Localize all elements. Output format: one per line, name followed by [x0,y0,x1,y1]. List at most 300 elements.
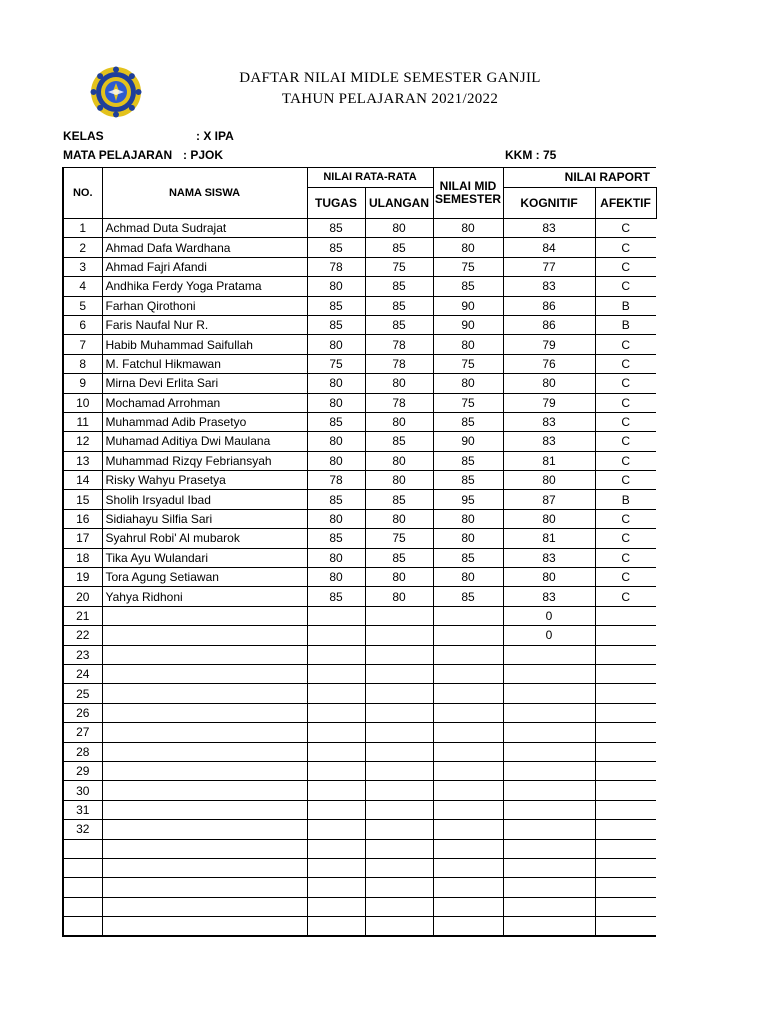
cell-mid [433,897,503,916]
cell-mid [433,781,503,800]
cell-afektif: B [595,315,656,334]
cell-afektif [595,781,656,800]
cell-kognitif: 86 [503,315,595,334]
cell-ulangan: 80 [365,509,433,528]
cell-kognitif [503,917,595,937]
cell-kognitif: 76 [503,354,595,373]
cell-nama [102,761,307,780]
table-row [63,897,656,916]
cell-afektif [595,897,656,916]
cell-tugas [307,684,365,703]
cell-no: 30 [63,781,102,800]
cell-no: 29 [63,761,102,780]
cell-tugas [307,820,365,839]
cell-ulangan: 80 [365,374,433,393]
cell-afektif: C [595,529,656,548]
grades-table [62,167,657,937]
cell-ulangan [365,664,433,683]
cell-no: 6 [63,315,102,334]
cell-ulangan: 78 [365,335,433,354]
cell-kognitif [503,839,595,858]
cell-no: 20 [63,587,102,606]
cell-tugas: 80 [307,277,365,296]
cell-afektif: B [595,296,656,315]
school-emblem-icon [90,66,142,118]
cell-kognitif: 80 [503,471,595,490]
cell-nama: Sidiahayu Silfia Sari [102,509,307,528]
cell-tugas: 80 [307,509,365,528]
cell-mid: 90 [433,296,503,315]
cell-afektif: B [595,490,656,509]
cell-mid [433,917,503,937]
cell-nama: Muhammad Rizqy Febriansyah [102,451,307,470]
cell-afektif [595,664,656,683]
kelas-value: : X IPA [196,129,234,143]
cell-nama: Andhika Ferdy Yoga Pratama [102,277,307,296]
cell-afektif: C [595,412,656,431]
cell-tugas: 80 [307,335,365,354]
cell-mid: 80 [433,374,503,393]
table-row [63,664,656,683]
cell-kognitif [503,820,595,839]
cell-afektif: C [595,374,656,393]
cell-tugas: 80 [307,374,365,393]
cell-afektif: C [595,393,656,412]
cell-no: 14 [63,471,102,490]
table-row [63,432,656,451]
cell-kognitif: 80 [503,568,595,587]
cell-no: 31 [63,800,102,819]
cell-tugas [307,626,365,645]
cell-mid: 85 [433,548,503,567]
cell-nama: Habib Muhammad Saifullah [102,335,307,354]
cell-kognitif: 84 [503,238,595,257]
cell-tugas: 80 [307,568,365,587]
header-nilai-rata-rata: NILAI RATA-RATA [307,168,433,188]
cell-nama: Sholih Irsyadul Ibad [102,490,307,509]
header-no: NO. [63,168,102,219]
cell-afektif [595,878,656,897]
cell-nama [102,664,307,683]
cell-kognitif: 83 [503,432,595,451]
cell-kognitif [503,897,595,916]
cell-ulangan [365,839,433,858]
cell-afektif [595,820,656,839]
cell-no: 21 [63,606,102,625]
cell-tugas: 78 [307,257,365,276]
cell-tugas: 85 [307,219,365,238]
cell-kognitif: 87 [503,490,595,509]
cell-no: 10 [63,393,102,412]
cell-kognitif [503,742,595,761]
cell-ulangan: 85 [365,490,433,509]
table-row [63,315,656,334]
cell-nama: Syahrul Robi' Al mubarok [102,529,307,548]
cell-no: 7 [63,335,102,354]
table-row [63,393,656,412]
cell-mid: 75 [433,354,503,373]
cell-afektif: C [595,277,656,296]
cell-kognitif: 81 [503,451,595,470]
cell-mid: 80 [433,335,503,354]
cell-afektif: C [595,354,656,373]
cell-kognitif [503,761,595,780]
cell-tugas: 85 [307,238,365,257]
header-mid-line2: SEMESTER [434,192,501,206]
table-row [63,858,656,877]
cell-tugas: 78 [307,471,365,490]
cell-afektif: C [595,471,656,490]
table-row [63,800,656,819]
cell-nama [102,897,307,916]
table-row [63,820,656,839]
cell-no: 22 [63,626,102,645]
cell-nama [102,800,307,819]
cell-mid: 85 [433,587,503,606]
header-mid-line1: NILAI MID [439,179,497,193]
cell-afektif [595,723,656,742]
cell-nama: Mochamad Arrohman [102,393,307,412]
cell-ulangan: 80 [365,412,433,431]
cell-no: 2 [63,238,102,257]
cell-afektif [595,800,656,819]
cell-nama [102,839,307,858]
cell-ulangan [365,626,433,645]
table-row [63,878,656,897]
cell-kognitif: 83 [503,548,595,567]
table-row [63,781,656,800]
cell-tugas [307,664,365,683]
cell-tugas: 85 [307,490,365,509]
cell-ulangan: 85 [365,548,433,567]
cell-kognitif: 79 [503,393,595,412]
table-row [63,742,656,761]
cell-ulangan [365,781,433,800]
cell-tugas: 85 [307,412,365,431]
cell-mid: 80 [433,568,503,587]
table-row [63,529,656,548]
cell-kognitif [503,684,595,703]
table-row [63,412,656,431]
cell-nama: Muhamad Aditiya Dwi Maulana [102,432,307,451]
cell-kognitif: 80 [503,509,595,528]
cell-kognitif: 0 [503,626,595,645]
cell-no: 4 [63,277,102,296]
cell-ulangan [365,684,433,703]
cell-ulangan: 80 [365,587,433,606]
cell-kognitif: 77 [503,257,595,276]
cell-no: 13 [63,451,102,470]
cell-tugas [307,800,365,819]
cell-ulangan: 80 [365,568,433,587]
table-row [63,374,656,393]
header-ulangan: ULANGAN [365,188,433,219]
cell-tugas [307,839,365,858]
cell-no: 18 [63,548,102,567]
cell-mid: 80 [433,529,503,548]
table-row [63,296,656,315]
cell-afektif [595,645,656,664]
cell-ulangan: 78 [365,393,433,412]
cell-tugas [307,878,365,897]
cell-ulangan: 75 [365,529,433,548]
cell-tugas: 80 [307,432,365,451]
cell-afektif: C [595,451,656,470]
table-row [63,568,656,587]
grades-table-body [63,219,656,937]
cell-no: 9 [63,374,102,393]
header-kognitif: KOGNITIF [503,188,595,219]
cell-tugas [307,645,365,664]
cell-nama [102,626,307,645]
cell-nama [102,742,307,761]
cell-tugas: 85 [307,296,365,315]
page-title-line2: TAHUN PELAJARAN 2021/2022 [281,91,499,107]
cell-nama [102,703,307,722]
cell-kognitif [503,645,595,664]
table-row [63,645,656,664]
cell-afektif [595,606,656,625]
cell-afektif: C [595,548,656,567]
cell-ulangan: 85 [365,315,433,334]
header-tugas: TUGAS [307,188,365,219]
cell-nama [102,781,307,800]
cell-ulangan [365,878,433,897]
table-row [63,335,656,354]
table-row [63,257,656,276]
cell-no [63,839,102,858]
cell-mid: 90 [433,315,503,334]
table-row [63,509,656,528]
cell-afektif [595,703,656,722]
cell-afektif [595,761,656,780]
cell-nama: Faris Naufal Nur R. [102,315,307,334]
table-row [63,703,656,722]
cell-tugas: 85 [307,529,365,548]
cell-ulangan [365,703,433,722]
cell-nama [102,858,307,877]
cell-nama: Tora Agung Setiawan [102,568,307,587]
cell-mid: 95 [433,490,503,509]
cell-mid [433,800,503,819]
table-row [63,219,656,238]
cell-mid [433,858,503,877]
cell-mid: 75 [433,393,503,412]
cell-tugas [307,723,365,742]
cell-afektif: C [595,509,656,528]
cell-tugas [307,858,365,877]
table-row [63,490,656,509]
cell-tugas: 75 [307,354,365,373]
cell-mid [433,645,503,664]
cell-tugas: 80 [307,451,365,470]
cell-no: 15 [63,490,102,509]
cell-kognitif [503,664,595,683]
cell-afektif: C [595,238,656,257]
cell-no: 12 [63,432,102,451]
kkm-label: KKM : 75 [505,148,557,162]
cell-afektif [595,917,656,937]
cell-ulangan: 75 [365,257,433,276]
cell-mid [433,820,503,839]
table-row [63,917,656,937]
cell-kognitif [503,858,595,877]
cell-nama: Muhammad Adib Prasetyo [102,412,307,431]
cell-mid [433,839,503,858]
cell-no: 3 [63,257,102,276]
cell-ulangan: 80 [365,451,433,470]
page-title-line1: DAFTAR NILAI MIDLE SEMESTER GANJIL [239,70,541,86]
cell-afektif: C [595,587,656,606]
cell-nama [102,820,307,839]
cell-ulangan: 85 [365,238,433,257]
cell-no: 8 [63,354,102,373]
cell-no: 25 [63,684,102,703]
cell-no [63,917,102,937]
cell-no: 16 [63,509,102,528]
cell-afektif: C [595,568,656,587]
table-row [63,471,656,490]
cell-no [63,897,102,916]
cell-ulangan [365,917,433,937]
cell-nama: Yahya Ridhoni [102,587,307,606]
cell-ulangan: 78 [365,354,433,373]
table-row [63,548,656,567]
cell-mid [433,761,503,780]
mapel-value: : PJOK [183,148,224,162]
cell-nama: Achmad Duta Sudrajat [102,219,307,238]
table-row [63,354,656,373]
cell-afektif: C [595,432,656,451]
cell-kognitif: 0 [503,606,595,625]
cell-tugas [307,703,365,722]
cell-kognitif: 83 [503,277,595,296]
cell-no: 27 [63,723,102,742]
cell-tugas [307,761,365,780]
cell-ulangan [365,858,433,877]
cell-nama: Tika Ayu Wulandari [102,548,307,567]
cell-no: 23 [63,645,102,664]
cell-nama: Ahmad Dafa Wardhana [102,238,307,257]
table-row [63,277,656,296]
cell-tugas [307,917,365,937]
cell-kognitif [503,800,595,819]
cell-mid: 85 [433,412,503,431]
cell-nama: Ahmad Fajri Afandi [102,257,307,276]
table-row [63,723,656,742]
kelas-label: KELAS [63,129,104,143]
cell-no: 28 [63,742,102,761]
cell-mid: 85 [433,277,503,296]
cell-no: 19 [63,568,102,587]
mapel-label: MATA PELAJARAN [63,148,173,162]
cell-tugas: 85 [307,315,365,334]
cell-nama [102,684,307,703]
header-nilai-mid [433,168,503,219]
cell-ulangan: 85 [365,432,433,451]
cell-kognitif [503,703,595,722]
table-row [63,626,656,645]
cell-no: 11 [63,412,102,431]
header-nama: NAMA SISWA [102,168,307,219]
cell-mid: 90 [433,432,503,451]
cell-mid: 80 [433,509,503,528]
cell-kognitif: 80 [503,374,595,393]
cell-nama [102,917,307,937]
cell-ulangan [365,820,433,839]
cell-afektif [595,626,656,645]
cell-nama: M. Fatchul Hikmawan [102,354,307,373]
cell-no: 24 [63,664,102,683]
cell-ulangan [365,761,433,780]
cell-afektif [595,742,656,761]
cell-ulangan [365,800,433,819]
cell-nama [102,878,307,897]
cell-afektif: C [595,219,656,238]
cell-ulangan [365,897,433,916]
cell-mid [433,742,503,761]
header-nilai-raport: NILAI RAPORT [503,168,656,188]
cell-ulangan [365,742,433,761]
cell-mid [433,684,503,703]
cell-no [63,878,102,897]
cell-mid: 75 [433,257,503,276]
cell-afektif [595,858,656,877]
cell-mid [433,606,503,625]
cell-mid [433,664,503,683]
cell-tugas: 80 [307,548,365,567]
cell-mid [433,878,503,897]
cell-tugas [307,742,365,761]
cell-kognitif: 79 [503,335,595,354]
cell-nama [102,606,307,625]
table-row [63,451,656,470]
cell-nama: Risky Wahyu Prasetya [102,471,307,490]
table-row [63,587,656,606]
cell-ulangan [365,723,433,742]
cell-kognitif: 83 [503,219,595,238]
cell-ulangan: 80 [365,219,433,238]
cell-kognitif [503,878,595,897]
cell-tugas [307,897,365,916]
cell-afektif [595,839,656,858]
cell-tugas: 85 [307,587,365,606]
cell-ulangan: 80 [365,471,433,490]
cell-mid [433,703,503,722]
table-row [63,839,656,858]
cell-tugas [307,606,365,625]
cell-mid: 80 [433,238,503,257]
cell-afektif [595,684,656,703]
table-row [63,238,656,257]
cell-mid [433,626,503,645]
cell-no [63,858,102,877]
cell-no: 1 [63,219,102,238]
cell-afektif: C [595,335,656,354]
cell-afektif: C [595,257,656,276]
table-row [63,761,656,780]
cell-mid [433,723,503,742]
cell-ulangan [365,606,433,625]
cell-kognitif: 83 [503,412,595,431]
cell-kognitif [503,723,595,742]
cell-ulangan: 85 [365,296,433,315]
cell-nama: Farhan Qirothoni [102,296,307,315]
cell-ulangan: 85 [365,277,433,296]
cell-mid: 85 [433,471,503,490]
cell-no: 26 [63,703,102,722]
cell-nama [102,723,307,742]
